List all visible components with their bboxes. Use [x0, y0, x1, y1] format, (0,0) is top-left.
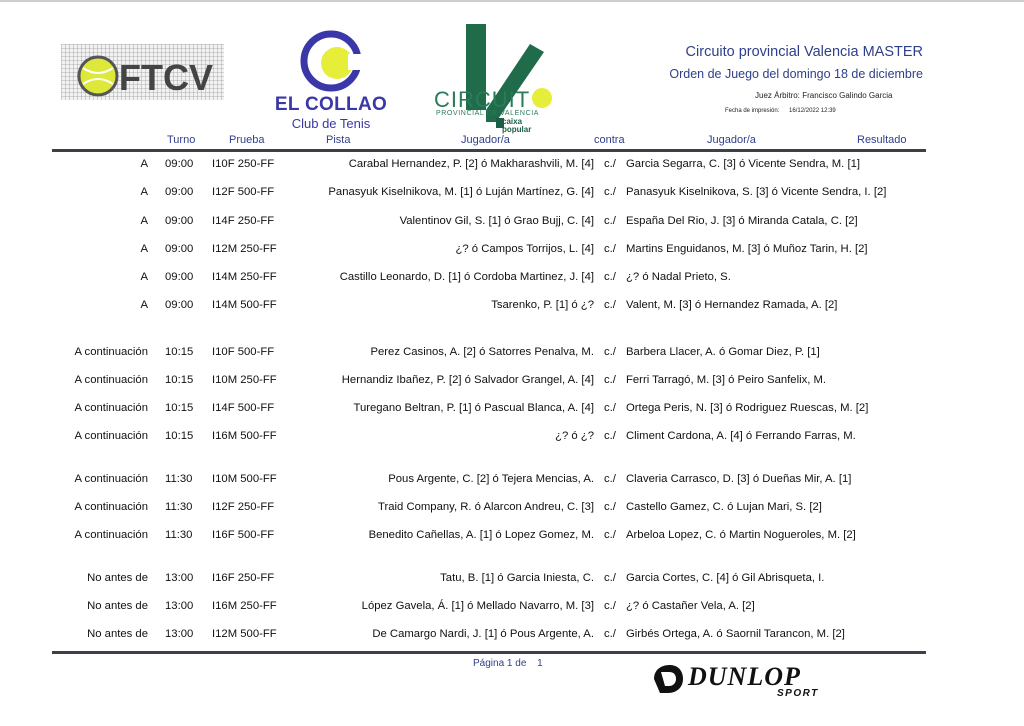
row-hora: 13:00	[165, 628, 194, 640]
dunlop-brand: DUNLOP	[688, 662, 801, 691]
row-contra: c./	[604, 529, 616, 541]
row-contra: c./	[604, 628, 616, 640]
row-player-2: Arbeloa Lopez, C. ó Martin Nogueroles, M. [2]	[626, 529, 856, 541]
row-hora: 13:00	[165, 572, 194, 584]
row-contra: c./	[604, 430, 616, 442]
row-prueba: I16F 250-FF	[212, 572, 275, 584]
row-contra: c./	[604, 243, 616, 255]
row-player-2: Castello Gamez, C. ó Lujan Mari, S. [2]	[626, 501, 822, 513]
row-hora: 09:00	[165, 215, 194, 227]
table-row	[0, 529, 1024, 545]
popular-text: popular	[502, 125, 532, 134]
row-player-1: Hernandiz Ibañez, P. [2] ó Salvador Grangel, A. [4]	[341, 374, 594, 386]
row-player-2: Garcia Segarra, C. [3] ó Vicente Sendra, M. [1]	[626, 158, 861, 170]
row-contra: c./	[604, 501, 616, 513]
row-turno: A	[140, 158, 148, 170]
col-header-pista: Pista	[326, 134, 351, 146]
row-prueba: I12F 500-FF	[212, 186, 275, 198]
judge-name: Francisco Galindo Garcia	[802, 91, 893, 100]
row-player-2: ¿? ó Nadal Prieto, S.	[626, 271, 731, 283]
page-number-label: Página 1 de	[473, 658, 527, 669]
table-row	[0, 374, 1024, 390]
dunlop-flying-d-icon	[652, 664, 684, 694]
row-player-1: Tsarenko, P. [1] ó ¿?	[491, 299, 594, 311]
table-row	[0, 572, 1024, 588]
row-hora: 10:15	[165, 430, 194, 442]
table-row	[0, 402, 1024, 418]
row-hora: 10:15	[165, 374, 194, 386]
row-player-1: López Gavela, Á. [1] ó Mellado Navarro, M. [3]	[361, 600, 594, 612]
row-player-1: Traid Company, R. ó Alarcon Andreu, C. [3]	[378, 501, 594, 513]
row-turno: A continuación	[74, 374, 148, 386]
row-turno: A continuación	[74, 529, 148, 541]
row-prueba: I14F 250-FF	[212, 215, 275, 227]
row-turno: A	[140, 299, 148, 311]
print-date-label: Fecha de impresión:	[725, 108, 780, 114]
row-player-1: ¿? ó Campos Torrijos, L. [4]	[455, 243, 594, 255]
page-number-total: 1	[537, 658, 543, 669]
row-prueba: I10M 250-FF	[212, 374, 277, 386]
col-header-turno: Turno	[167, 134, 196, 146]
row-prueba: I14F 500-FF	[212, 402, 275, 414]
row-player-1: Castillo Leonardo, D. [1] ó Cordoba Martinez, J. [4]	[339, 271, 594, 283]
table-row	[0, 628, 1024, 644]
row-player-1: Carabal Hernandez, P. [2] ó Makharashvili, M. [4]	[348, 158, 594, 170]
row-contra: c./	[604, 271, 616, 283]
row-hora: 10:15	[165, 346, 194, 358]
table-row	[0, 346, 1024, 362]
col-header-contra: contra	[594, 134, 625, 146]
row-prueba: I10M 500-FF	[212, 473, 277, 485]
row-turno: A continuación	[74, 346, 148, 358]
row-contra: c./	[604, 299, 616, 311]
dunlop-sport: SPORT	[777, 688, 819, 699]
table-row	[0, 158, 1024, 174]
row-player-2: Barbera Llacer, A. ó Gomar Diez, P. [1]	[626, 346, 820, 358]
row-contra: c./	[604, 600, 616, 612]
circuit-word: CIRCUIT	[434, 87, 531, 112]
row-player-1: Pous Argente, C. [2] ó Tejera Mencias, A.	[388, 473, 594, 485]
print-date-value: 16/12/2022 12:39	[789, 108, 836, 114]
row-turno: A continuación	[74, 430, 148, 442]
table-row	[0, 473, 1024, 489]
row-hora: 09:00	[165, 299, 194, 311]
row-turno: No antes de	[87, 628, 148, 640]
row-contra: c./	[604, 186, 616, 198]
row-player-2: Panasyuk Kiselnikova, S. [3] ó Vicente Sendra, I. [2]	[626, 186, 887, 198]
row-player-2: Garcia Cortes, C. [4] ó Gil Abrisqueta, I.	[626, 572, 825, 584]
row-hora: 11:30	[165, 473, 193, 485]
row-prueba: I12M 250-FF	[212, 243, 277, 255]
row-player-2: ¿? ó Castañer Vela, A. [2]	[626, 600, 755, 612]
caixa-text: caixa	[502, 117, 523, 126]
dunlop-logo	[652, 660, 872, 700]
row-player-2: Girbés Ortega, A. ó Saornil Tarancon, M. [2]	[626, 628, 845, 640]
row-player-2: Ortega Peris, N. [3] ó Rodriguez Ruescas, M. [2]	[626, 402, 869, 414]
row-player-2: Climent Cardona, A. [4] ó Ferrando Farras, M.	[626, 430, 856, 442]
collao-subtitle: Club de Tenis	[291, 116, 371, 131]
row-prueba: I16F 500-FF	[212, 529, 275, 541]
row-prueba: I12M 500-FF	[212, 628, 277, 640]
row-hora: 11:30	[165, 501, 193, 513]
row-hora: 10:15	[165, 402, 194, 414]
row-player-1: Valentinov Gil, S. [1] ó Grao Bujj, C. [4]	[399, 215, 594, 227]
row-prueba: I12F 250-FF	[212, 501, 275, 513]
table-row	[0, 299, 1024, 315]
table-row	[0, 215, 1024, 231]
row-prueba: I14M 250-FF	[212, 271, 277, 283]
row-contra: c./	[604, 215, 616, 227]
row-player-2: Martins Enguidanos, M. [3] ó Muñoz Tarin, H. [2]	[626, 243, 868, 255]
row-turno: A	[140, 271, 148, 283]
row-turno: A	[140, 215, 148, 227]
row-turno: No antes de	[87, 600, 148, 612]
row-turno: A continuación	[74, 473, 148, 485]
row-prueba: I16M 250-FF	[212, 600, 277, 612]
row-player-1: Turegano Beltran, P. [1] ó Pascual Blanca, A. [4]	[353, 402, 594, 414]
row-turno: A continuación	[74, 402, 148, 414]
page-subtitle: Orden de Juego del domingo 18 de diciembre	[669, 67, 923, 81]
row-player-1: Benedito Cañellas, A. [1] ó Lopez Gomez, M.	[368, 529, 594, 541]
row-contra: c./	[604, 374, 616, 386]
page-number	[473, 658, 543, 669]
table-row	[0, 600, 1024, 616]
row-contra: c./	[604, 402, 616, 414]
table-row	[0, 243, 1024, 259]
row-player-1: Panasyuk Kiselnikova, M. [1] ó Luján Martínez, G. [4]	[328, 186, 594, 198]
row-hora: 09:00	[165, 158, 194, 170]
row-player-2: España Del Rio, J. [3] ó Miranda Catala, C. [2]	[626, 215, 858, 227]
row-player-2: Ferri Tarragó, M. [3] ó Peiro Sanfelix, M.	[626, 374, 827, 386]
col-header-jugador-1: Jugador/a	[461, 134, 510, 146]
table-row	[0, 186, 1024, 202]
row-player-1: Perez Casinos, A. [2] ó Satorres Penalva, M.	[370, 346, 594, 358]
judge-label: Juez Árbitro:	[755, 91, 800, 100]
col-header-jugador-2: Jugador/a	[707, 134, 756, 146]
table-bottom-rule	[52, 651, 926, 654]
row-player-2: Claveria Carrasco, D. [3] ó Dueñas Mir, A. [1]	[626, 473, 852, 485]
row-hora: 09:00	[165, 243, 194, 255]
row-player-1: Tatu, B. [1] ó Garcia Iniesta, C.	[440, 572, 594, 584]
row-contra: c./	[604, 473, 616, 485]
row-prueba: I14M 500-FF	[212, 299, 277, 311]
row-hora: 11:30	[165, 529, 193, 541]
row-contra: c./	[604, 572, 616, 584]
row-hora: 13:00	[165, 600, 194, 612]
ftcv-logo-text: FTCV	[119, 57, 213, 98]
row-turno: No antes de	[87, 572, 148, 584]
row-turno: A	[140, 243, 148, 255]
row-player-1: De Camargo Nardi, J. [1] ó Pous Argente, A.	[372, 628, 594, 640]
collao-name: EL COLLAO	[274, 94, 388, 115]
row-prueba: I10F 500-FF	[212, 346, 275, 358]
row-hora: 09:00	[165, 186, 194, 198]
row-player-2: Valent, M. [3] ó Hernandez Ramada, A. [2]	[626, 299, 838, 311]
col-header-prueba: Prueba	[229, 134, 265, 146]
col-header-resultado: Resultado	[857, 134, 907, 146]
row-prueba: I16M 500-FF	[212, 430, 277, 442]
row-contra: c./	[604, 346, 616, 358]
page-title: Circuito provincial Valencia MASTER	[685, 44, 923, 60]
row-player-1: ¿? ó ¿?	[555, 430, 594, 442]
table-row	[0, 271, 1024, 287]
row-turno: A continuación	[74, 501, 148, 513]
row-prueba: I10F 250-FF	[212, 158, 275, 170]
row-hora: 09:00	[165, 271, 194, 283]
row-turno: A	[140, 186, 148, 198]
circuit-subtitle: PROVINCIAL DE VALENCIA	[436, 110, 540, 117]
table-row	[0, 501, 1024, 517]
row-contra: c./	[604, 158, 616, 170]
table-row	[0, 430, 1024, 446]
